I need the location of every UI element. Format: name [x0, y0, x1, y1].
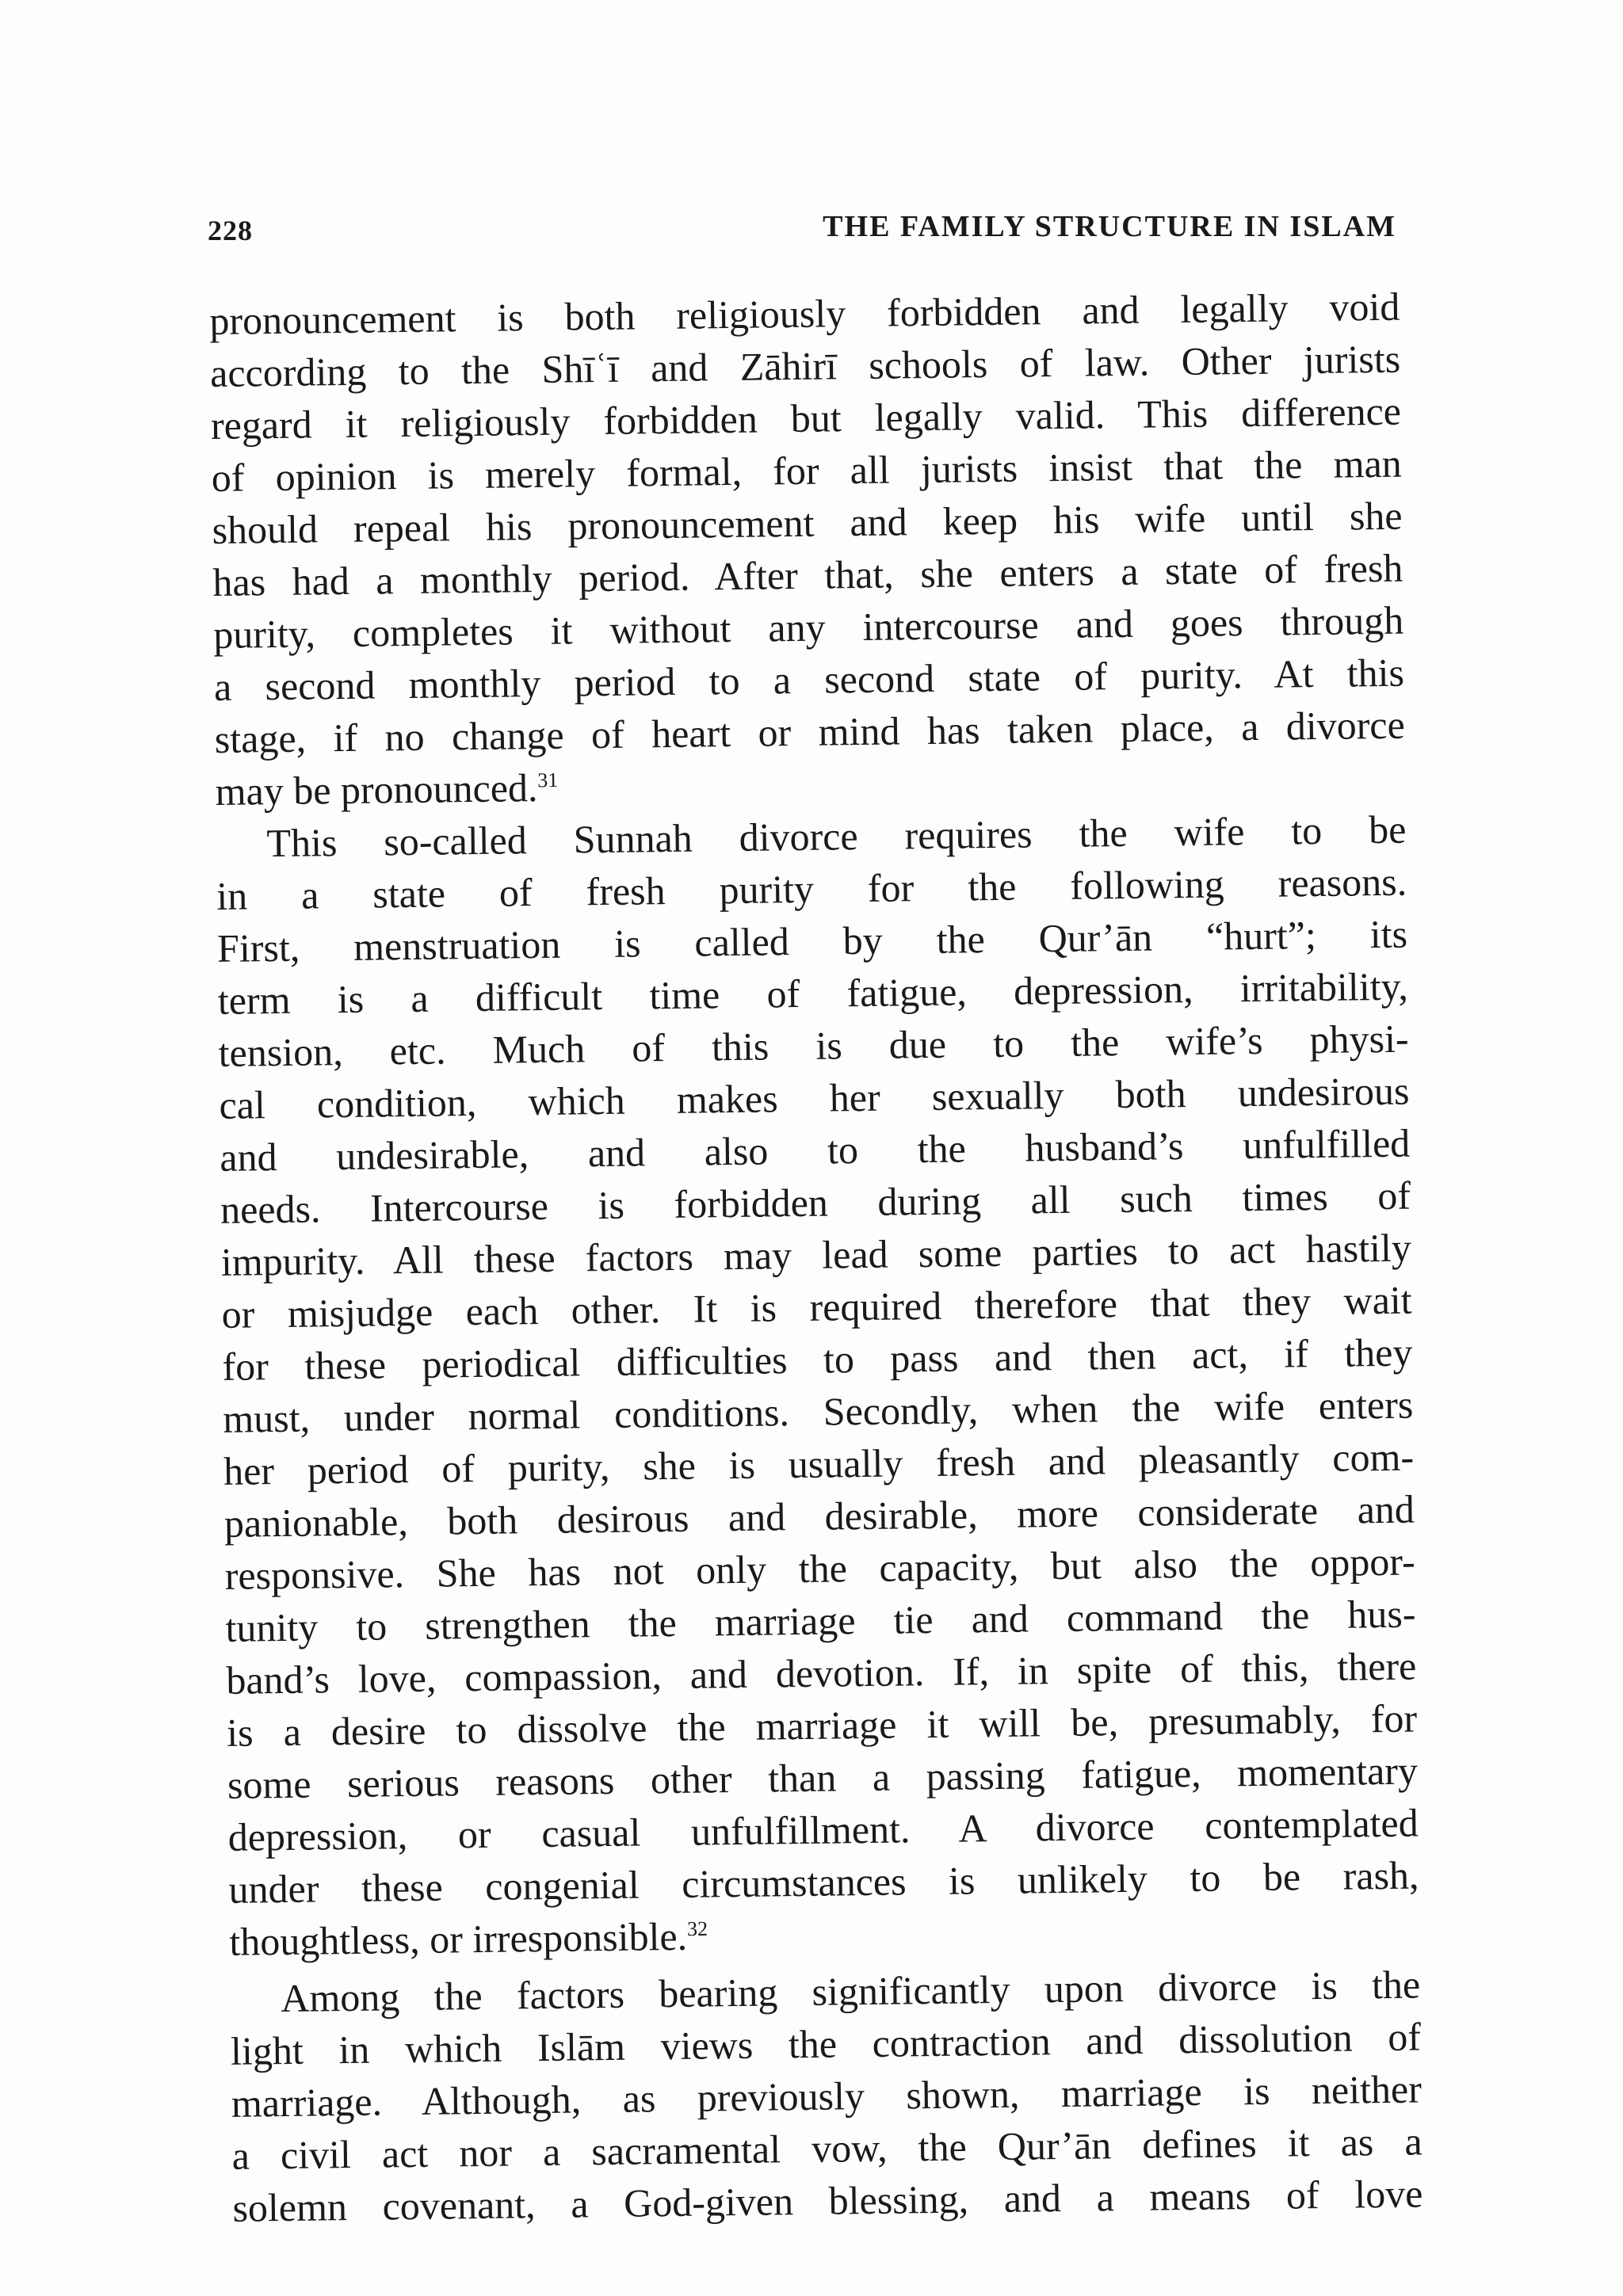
text-line: her period of purity, she is usually fresh and pleasantly com- — [223, 1434, 1415, 1493]
page-header — [208, 204, 1396, 252]
text-line: a second monthly period to a second state of purity. At this — [213, 650, 1405, 709]
text-line: pronouncement is both religiously forbidden and legally void — [209, 284, 1400, 343]
text-line: panionable, both desirous and desirable, more considerate and — [223, 1486, 1415, 1546]
text-line-content: may be pronounced. — [215, 765, 538, 814]
paragraph-2 — [216, 803, 1420, 1968]
text-line: must, under normal conditions. Secondly, when the wife enters — [222, 1382, 1414, 1441]
text-line: band’s love, compassion, and devotion. If, in spite of this, there — [226, 1643, 1417, 1703]
paragraph-3 — [230, 1958, 1423, 2233]
text-line: purity, completes it without any intercourse and goes through — [212, 597, 1404, 657]
text-line: and undesirable, and also to the husband’s unfulfilled — [219, 1120, 1411, 1180]
text-line: stage, if no change of heart or mind has taken place, a divorce — [214, 702, 1406, 761]
text-line: term is a difficult time of fatigue, depression, irritability, — [217, 963, 1409, 1023]
text-line: needs. Intercourse is forbidden during all such times of — [220, 1173, 1411, 1232]
text-line: in a state of fresh purity for the following reasons. — [216, 859, 1407, 918]
text-line-indented: This so-called Sunnah divorce requires the wife to be — [266, 807, 1407, 866]
footnote-marker: 31 — [537, 769, 559, 792]
text-line: First, menstruation is called by the Qur’ān “hurt”; its — [216, 911, 1408, 971]
text-line: regard it religiously forbidden but legally valid. This difference — [210, 388, 1402, 448]
text-line: has had a monthly period. After that, she enters a state of fresh — [212, 545, 1403, 605]
text-line: tension, etc. Much of this is due to the wife’s physi- — [218, 1016, 1409, 1075]
paragraph-1 — [209, 280, 1406, 818]
footnote-marker: 32 — [686, 1917, 708, 1941]
body-text — [209, 280, 1423, 2234]
text-line: for these periodical difficulties to pass and then act, if they — [222, 1329, 1413, 1389]
text-line: depression, or casual unfulfillment. A divorce contemplated — [227, 1800, 1419, 1859]
text-line: a civil act nor a sacramental vow, the Qur’ān defines it as a — [231, 2119, 1423, 2178]
text-line-content: thoughtless, or irresponsible. — [229, 1913, 688, 1964]
running-title: THE FAMILY STRUCTURE IN ISLAM — [823, 210, 1396, 243]
text-line: responsive. She has not only the capacity, but also the oppor- — [224, 1539, 1415, 1598]
text-line: or misjudge each other. It is required therefore that they wait — [221, 1277, 1412, 1337]
text-line: solemn covenant, a God-given blessing, and a means of love — [232, 2171, 1423, 2230]
text-line: tunity to strengthen the marriage tie and command the hus- — [225, 1591, 1416, 1650]
text-line: according to the Shīʿī and Zāhirī schools of law. Other jurists — [209, 336, 1401, 395]
text-line: under these congenial circumstances is unlikely to be rash, — [228, 1852, 1419, 1912]
text-line: light in which Islām views the contraction and dissolution of — [230, 2014, 1422, 2073]
text-line: some serious reasons other than a passing fatigue, momentary — [227, 1748, 1419, 1807]
text-line: is a desire to dissolve the marriage it will be, presumably, for — [226, 1695, 1418, 1755]
text-line: marriage. Although, as previously shown, marriage is neither — [231, 2066, 1423, 2126]
text-line: cal condition, which makes her sexually both undesirous — [219, 1068, 1410, 1127]
text-line-indented: Among the factors bearing significantly upon divorce is the — [280, 1962, 1421, 2021]
text-line: of opinion is merely formal, for all jurists insist that the man — [211, 441, 1403, 500]
text-line: should repeal his pronouncement and keep his wife until she — [212, 493, 1403, 552]
text-line: impurity. All these factors may lead some parties to act hastily — [220, 1225, 1412, 1284]
page-number: 228 — [208, 215, 253, 246]
